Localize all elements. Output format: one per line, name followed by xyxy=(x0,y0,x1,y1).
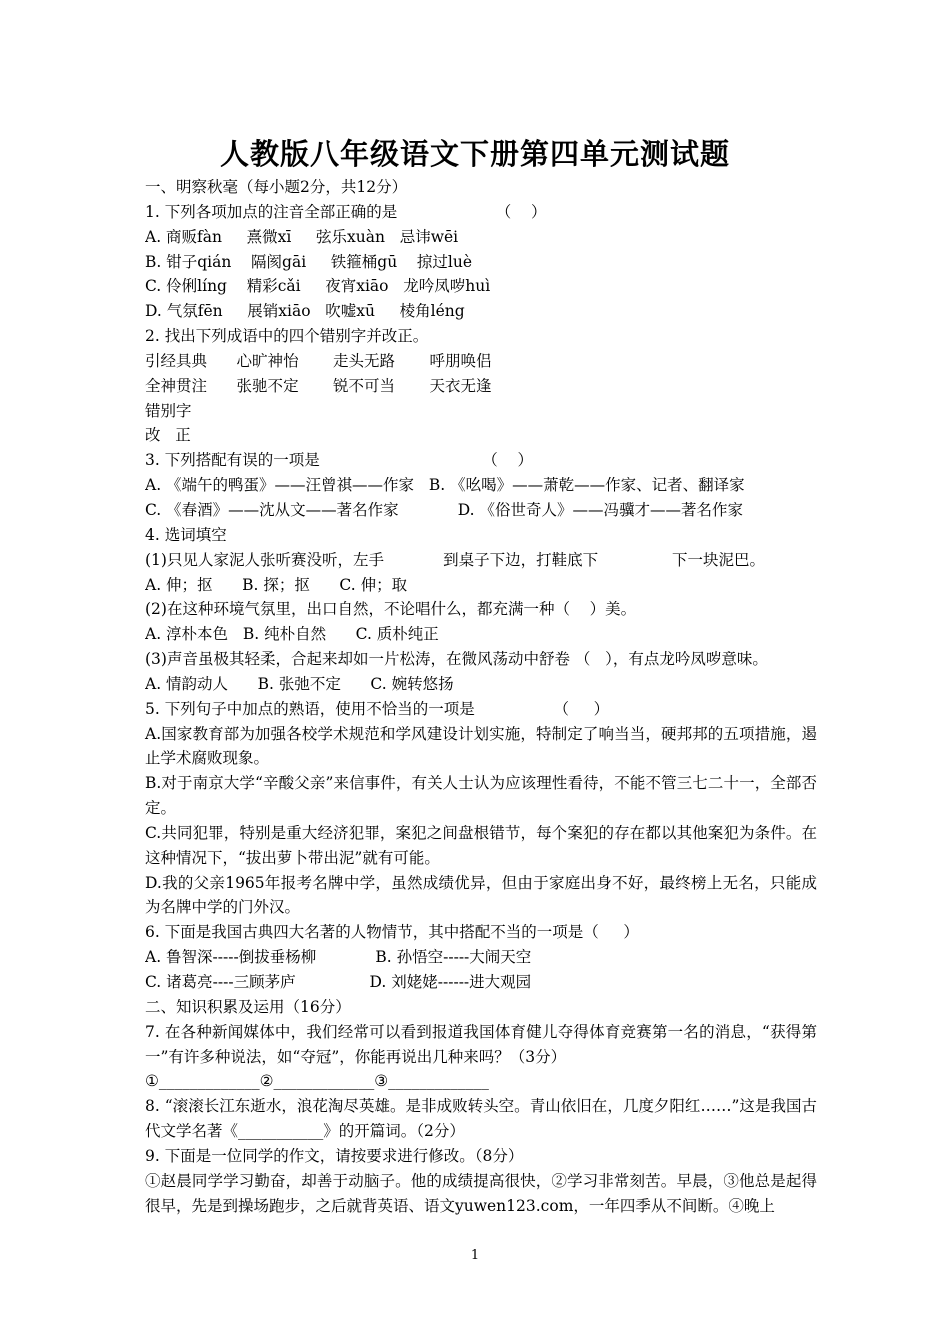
text-line: ①_____________②_____________③_____________ xyxy=(145,1072,489,1091)
text-line: 2. 找出下列成语中的四个错别字并改正。 xyxy=(145,327,429,346)
page-number: 1 xyxy=(470,1248,480,1263)
text-line: 改 正 xyxy=(145,426,191,445)
paragraph: B.对于南京大学“辛酸父亲”来信事件，有关人士认为应该理性看待，不能不管三七二十一，全部否定。 xyxy=(145,774,817,818)
paragraph: A.国家教育部为加强各校学术规范和学风建设计划实施，特制定了响当当，硬邦邦的五项措施，遏止学术腐败现象。 xyxy=(145,724,817,768)
paragraph: ①赵晨同学学习勤奋，却善于动脑子。他的成绩提高很快，②学习非常刻苦。早晨，③他总是起得很早，先是到操场跑步，之后就背英语、语文yuwen123.com，一年四季从不间断。④晚上 xyxy=(145,1171,817,1215)
document-body xyxy=(145,175,817,1218)
text-line: 6. 下面是我国古典四大名著的人物情节，其中搭配不当的一项是（ ） xyxy=(145,923,639,942)
paragraph: 7. 在各种新闻媒体中，我们经常可以看到报道我国体育健儿夺得体育竞赛第一名的消息，“获得第一”有许多种说法，如“夺冠”，你能再说出几种来吗？（3分） xyxy=(145,1022,817,1066)
paragraph: D.我的父亲1965年报考名牌中学，虽然成绩优异，但由于家庭出身不好，最终榜上无名，只能成为名牌中学的门外汉。 xyxy=(145,873,817,917)
text-line: C. 伶俐líng 精彩cǎi 夜宵xiāo 龙吟凤哕huì xyxy=(145,277,491,296)
paragraph: C.共同犯罪，特别是重大经济犯罪，案犯之间盘根错节，每个案犯的存在都以其他案犯为条件。在这种情况下，“拔出萝卜带出泥”就有可能。 xyxy=(145,823,817,867)
text-line: A. 鲁智深-----倒拔垂杨柳 B. 孙悟空-----大闹天空 xyxy=(145,948,532,967)
text-line: 全神贯注 张驰不定 锐不可当 天衣无逢 xyxy=(145,376,492,395)
text-line: A. 《端午的鸭蛋》——汪曾祺——作家 B. 《吆喝》——萧乾——作家、记者、翻译家 xyxy=(145,476,745,495)
text-line: B. 钳子qián 隔阂gāi 铁箍桶gū 掠过luè xyxy=(145,252,473,271)
text-line: A. 商贩fàn 熹微xī 弦乐xuàn 忌讳wēi xyxy=(145,227,459,246)
text-line: (3)声音虽极其轻柔，合起来却如一片松涛，在微风荡动中舒卷 （ ），有点龙吟凤哕意味。 xyxy=(145,650,768,669)
text-line: 1. 下列各项加点的注音全部正确的是 （ ） xyxy=(145,202,547,221)
text-line: 引经具典 心旷神怡 走头无路 呼朋唤侣 xyxy=(145,351,492,370)
text-line: A. 淳朴本色 B. 纯朴自然 C. 质朴纯正 xyxy=(145,625,439,644)
text-line: 9. 下面是一位同学的作文，请按要求进行修改。（8分） xyxy=(145,1146,524,1165)
text-line: A. 情韵动人 B. 张弛不定 C. 婉转悠扬 xyxy=(145,674,454,693)
text-line: C. 诸葛亮----三顾茅庐 D. 刘姥姥------进大观园 xyxy=(145,973,532,991)
text-line: 4. 选词填空 xyxy=(145,525,227,544)
text-line: 二、知识积累及运用（16分） xyxy=(145,997,351,1016)
text-line: (1)只见人家泥人张听赛没听，左手 到桌子下边，打鞋底下 下一块泥巴。 xyxy=(145,550,765,569)
page-title: 人教版八年级语文下册第四单元测试题 xyxy=(219,137,730,171)
text-line: 一、明察秋毫（每小题2分，共12分） xyxy=(145,178,408,196)
text-line: (2)在这种环境气氛里，出口自然，不论唱什么，都充满一种（ ）美。 xyxy=(145,600,637,619)
text-line: 5. 下列句子中加点的熟语，使用不恰当的一项是 （ ） xyxy=(145,699,610,718)
text-line: A. 伸；抠 B. 探；抠 C. 伸；取 xyxy=(145,575,408,594)
text-line: C. 《春酒》——沈从文——著名作家 D. 《俗世奇人》——冯骥才——著名作家 xyxy=(145,500,744,519)
text-line: 3. 下列搭配有误的一项是 （ ） xyxy=(145,451,534,470)
text-line: 错别字 xyxy=(145,401,192,420)
paragraph: 8. “滚滚长江东逝水，浪花淘尽英雄。是非成败转头空。青山依旧在，几度夕阳红……”这是我国古代文学名著《___________》的开篇词。（2分） xyxy=(145,1097,817,1141)
text-line: D. 气氛fēn 展销xiāo 吹嘘xū 棱角léng xyxy=(145,302,465,321)
